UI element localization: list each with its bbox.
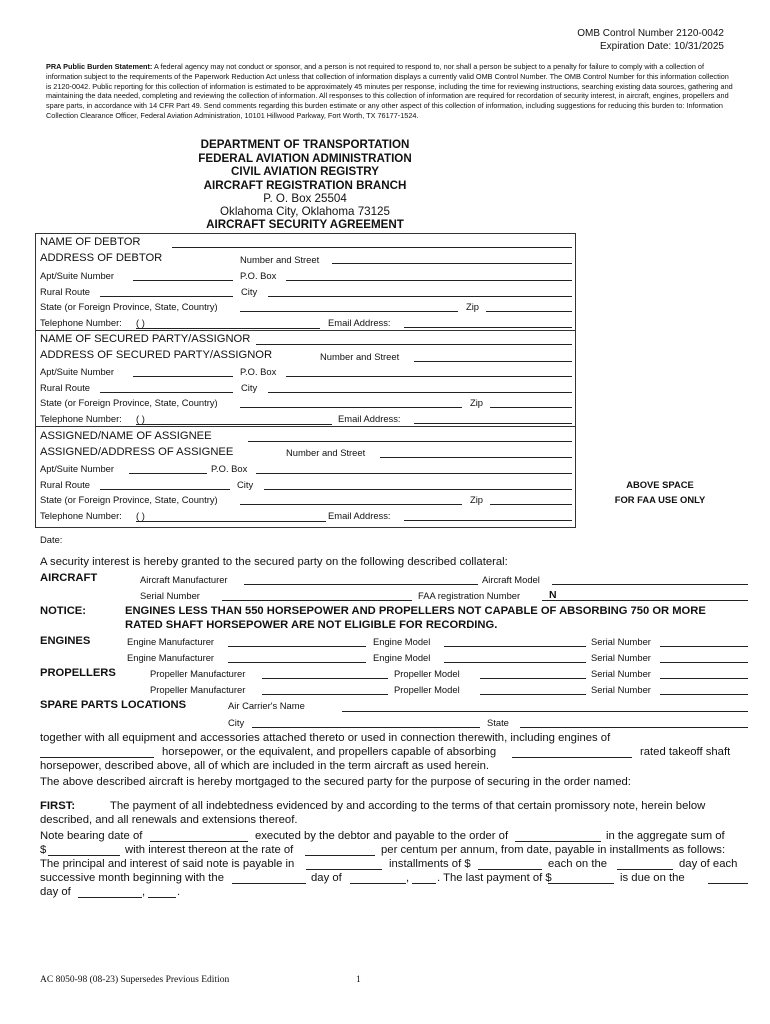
engine2-model-label: Engine Model [373,652,431,663]
secured-pobox-label: P.O. Box [240,366,277,377]
assignee-address-label: ASSIGNED/ADDRESS OF ASSIGNEE [40,446,234,458]
secured-apt-label: Apt/Suite Number [40,366,114,377]
each-on-label: each on the [548,858,608,870]
assignee-email-label: Email Address: [328,510,391,521]
debtor-apt-label: Apt/Suite Number [40,270,114,281]
debtor-state-label: State (or Foreign Province, State, Country) [40,301,218,312]
interest-label: with interest thereon at the rate of [125,844,294,856]
aircraft-heading: AIRCRAFT [40,572,98,584]
dollar-sign: $ [40,844,47,856]
notice-label: NOTICE: [40,605,86,617]
engine1-manufacturer-label: Engine Manufacturer [127,636,215,647]
aircraft-serial-field[interactable] [222,600,412,601]
faa-use-line1: ABOVE SPACE [626,479,694,490]
secured-state-field[interactable] [240,407,462,408]
propeller1-model-label: Propeller Model [394,668,460,679]
propellers-heading: PROPELLERS [40,667,116,679]
first-label: FIRST: [40,800,76,812]
secured-email-label: Email Address: [338,413,401,424]
aggregate-sum-field[interactable] [48,855,120,856]
agency-dot: DEPARTMENT OF TRANSPORTATION [200,138,410,151]
payable-to-field[interactable] [515,841,601,842]
propeller1-model-field[interactable] [480,678,586,679]
pra-statement [46,62,736,121]
assignee-name-field[interactable] [248,441,572,442]
debtor-zip-field[interactable] [486,311,572,312]
assignee-apt-label: Apt/Suite Number [40,463,114,474]
debtor-name-label: NAME OF DEBTOR [40,236,141,248]
propeller2-serial-label: Serial Number [591,684,651,695]
note-date-field[interactable] [150,841,248,842]
propeller1-manufacturer-field[interactable] [262,678,388,679]
aircraft-serial-label: Serial Number [140,590,200,601]
secured-street-field[interactable] [414,361,572,362]
secured-address-label: ADDRESS OF SECURED PARTY/ASSIGNOR [40,349,273,361]
propeller2-manufacturer-field[interactable] [262,694,388,695]
end-period: . [177,886,181,898]
notice-line2: RATED SHAFT HORSEPOWER ARE NOT ELIGIBLE FOR RECORDING. [125,619,498,631]
terms-line3: horsepower, described above, all of which are included in the term aircraft as used herein. [40,760,489,772]
assignee-email-field[interactable] [404,520,572,521]
box-divider-2 [35,426,575,427]
assignee-pobox-field[interactable] [256,473,572,474]
installment-count-field[interactable] [306,869,382,870]
aircraft-manufacturer-label: Aircraft Manufacturer [140,574,228,585]
engine1-manufacturer-field[interactable] [228,646,366,647]
assignee-phone-label: Telephone Number: [40,510,122,521]
agency-registry: CIVIL AVIATION REGISTRY [231,165,379,178]
engine2-serial-label: Serial Number [591,652,651,663]
box-right-rule [575,233,576,528]
terms-line4: The above described aircraft is hereby mortgaged to the secured party for the purpose of securing in the order named: [40,776,631,788]
box-top-rule [35,233,575,234]
assignee-rural-label: Rural Route [40,479,91,490]
last-payment-field[interactable] [548,883,614,884]
secured-apt-field[interactable] [133,376,233,377]
debtor-pobox-field[interactable] [286,280,572,281]
faa-use-line2: FOR FAA USE ONLY [614,494,706,505]
form-identifier: AC 8050-98 (08-23) Supersedes Previous Edition [40,975,230,985]
engine2-model-field[interactable] [444,662,586,663]
form-title: AIRCRAFT SECURITY AGREEMENT [206,218,404,231]
spare-parts-heading: SPARE PARTS LOCATIONS [40,699,187,711]
engine1-model-label: Engine Model [373,636,431,647]
successive-label: successive month beginning with the [40,872,224,884]
expiration-date: Expiration Date: 10/31/2025 [600,41,724,52]
debtor-name-field[interactable] [172,247,572,248]
debtor-email-field[interactable] [404,327,572,328]
box-divider-1 [35,330,575,331]
spare-state-field[interactable] [520,727,748,728]
agency-city: Oklahoma City, Oklahoma 73125 [220,205,390,218]
debtor-city-label: City [241,286,258,297]
terms-line1: together with all equipment and accessories attached thereto or used in connection therewith, including engines of [40,732,611,744]
secured-name-field[interactable] [256,344,572,345]
debtor-city-field[interactable] [268,296,572,297]
debtor-rural-field[interactable] [100,296,233,297]
day-of-label-2: day of [40,886,71,898]
due-month-field[interactable] [78,897,142,898]
collateral-intro: A security interest is hereby granted to the secured party on the following described collateral: [40,556,508,568]
spare-state-label: State [487,717,509,728]
aircraft-model-label: Aircraft Model [482,574,540,585]
secured-phone-field[interactable]: ( ) [136,413,332,425]
due-day-field[interactable] [708,883,748,884]
aggregate-label: in the aggregate sum of [606,830,725,842]
box-left-rule [35,233,36,528]
day-of-each-label: day of each [679,858,738,870]
agency-branch: AIRCRAFT REGISTRATION BRANCH [203,179,407,192]
terms-line2b: rated takeoff shaft [640,746,731,758]
aircraft-manufacturer-field[interactable] [244,584,478,585]
assignee-street-label: Number and Street [286,447,366,458]
day-of-label: day of [311,872,342,884]
omb-control-number: OMB Control Number 2120-0042 [577,28,724,39]
air-carrier-label: Air Carrier's Name [228,700,305,711]
debtor-state-field[interactable] [240,311,458,312]
debtor-address-label: ADDRESS OF DEBTOR [40,252,163,264]
notice-line1: ENGINES LESS THAN 550 HORSEPOWER AND PROPELLERS NOT CAPABLE OF ABSORBING 750 OR MORE [125,605,706,617]
engine2-manufacturer-label: Engine Manufacturer [127,652,215,663]
assignee-state-label: State (or Foreign Province, State, Country) [40,494,218,505]
secured-phone-label: Telephone Number: [40,413,122,424]
faa-reg-field[interactable] [542,600,748,601]
assignee-city-field[interactable] [264,489,572,490]
day-of-month-field[interactable] [617,869,673,870]
engines-heading: ENGINES [40,635,91,647]
engine1-serial-label: Serial Number [591,636,651,647]
assignee-state-field[interactable] [240,504,462,505]
is-due-label: is due on the [620,872,685,884]
terms-line2a: horsepower, or the equivalent, and propellers capable of absorbing [162,746,497,758]
beginning-year-field[interactable] [412,883,436,884]
pra-label: PRA Public Burden Statement: [46,62,153,71]
secured-rural-field[interactable] [100,392,233,393]
first-line-a: The payment of all indebtedness evidenced by and according to the terms of that certain promissory note, herein below [110,800,706,812]
assignee-phone-field[interactable]: ( ) [136,510,326,522]
debtor-pobox-label: P.O. Box [240,270,277,281]
faa-reg-label: FAA registration Number [418,590,521,601]
note-date-label: Note bearing date of [40,830,143,842]
debtor-phone-label: Telephone Number: [40,317,122,328]
beginning-month-field[interactable] [350,883,406,884]
per-centum-label: per centum per annum, from date, payable in installments as follows: [381,844,726,856]
engine2-manufacturer-field[interactable] [228,662,366,663]
propeller2-model-field[interactable] [480,694,586,695]
comma-2: , [142,886,146,898]
agency-pobox: P. O. Box 25504 [263,192,347,205]
debtor-street-field[interactable] [332,263,572,264]
first-line-b: described, and all renewals and extensions thereof. [40,814,298,826]
beginning-day-field[interactable] [232,883,306,884]
spare-city-field[interactable] [252,727,480,728]
propeller1-serial-field[interactable] [660,678,748,679]
debtor-street-label: Number and Street [240,254,320,265]
secured-zip-label: Zip [470,397,484,408]
interest-rate-field[interactable] [305,855,375,856]
installments-label: installments of $ [389,858,471,870]
propeller2-manufacturer-label: Propeller Manufacturer [150,684,246,695]
assignee-name-label: ASSIGNED/NAME OF ASSIGNEE [40,430,212,442]
principal-label: The principal and interest of said note is payable in [40,858,295,870]
assignee-apt-field[interactable] [129,473,207,474]
box-bottom-rule [35,527,575,528]
propeller2-serial-field[interactable] [660,694,748,695]
propeller-horsepower-field[interactable] [512,757,632,758]
secured-street-label: Number and Street [320,351,400,362]
debtor-zip-label: Zip [466,301,480,312]
engine2-serial-field[interactable] [660,662,748,663]
secured-state-label: State (or Foreign Province, State, Country) [40,397,218,408]
assignee-rural-field[interactable] [100,489,230,490]
propeller1-serial-label: Serial Number [591,668,651,679]
assignee-city-label: City [237,479,254,490]
debtor-email-label: Email Address: [328,317,391,328]
aircraft-model-field[interactable] [552,584,748,585]
pra-text: A federal agency may not conduct or sponsor, and a person is not required to respond to, nor shall a person be subject to a penalty for failure to comply with a collection of information subject to the requirements of the Paperwork Reduction Act unless that collection of information displays a currently valid OMB Control Number. The OMB Control Number for this information collection is 2120-0042. Public reporting for this collection of information is estimated to be approximately 45 minutes per response, including the time for reviewing instructions, searching existing data sources, gathering and maintaining the data needed, completing and reviewing the collection of information. All responses to this collection of information are required for recordation of security interest, in aircraft, engines, propellers and spare parts, in accordance with 14 CFR Part 49. Send comments regarding this burden estimate or any other aspect of this collection of information, including suggestions for reducing this burden to: Information Collection Clearance Officer, Federal Aviation Administration, 10101 Hillwood Parkway, Fort Worth, TX 76177-1524. [46,62,733,120]
secured-rural-label: Rural Route [40,382,91,393]
page-number: 1 [356,975,361,985]
propeller1-manufacturer-label: Propeller Manufacturer [150,668,246,679]
secured-name-label: NAME OF SECURED PARTY/ASSIGNOR [40,333,251,345]
spare-city-label: City [228,717,245,728]
installment-amount-field[interactable] [478,869,542,870]
secured-pobox-field[interactable] [286,376,572,377]
engine1-serial-field[interactable] [660,646,748,647]
debtor-rural-label: Rural Route [40,286,91,297]
assignee-pobox-label: P.O. Box [211,463,248,474]
secured-zip-field[interactable] [490,407,572,408]
executed-label: executed by the debtor and payable to the order of [255,830,509,842]
secured-city-label: City [241,382,258,393]
debtor-phone-field[interactable]: ( ) [136,317,320,329]
assignee-zip-field[interactable] [490,504,572,505]
due-year-field[interactable] [148,897,176,898]
secured-email-field[interactable] [414,423,572,424]
propeller2-model-label: Propeller Model [394,684,460,695]
engine-horsepower-field[interactable] [40,757,154,758]
last-payment-label: . The last payment of $ [437,872,552,884]
air-carrier-field[interactable] [342,711,748,712]
engine1-model-field[interactable] [444,646,586,647]
agency-faa: FEDERAL AVIATION ADMINISTRATION [198,152,412,165]
date-label: Date: [40,534,63,545]
faa-reg-prefix: N [549,589,557,601]
secured-city-field[interactable] [268,392,572,393]
assignee-street-field[interactable] [380,457,572,458]
assignee-zip-label: Zip [470,494,484,505]
comma-1: , [406,872,410,884]
debtor-apt-field[interactable] [133,280,233,281]
